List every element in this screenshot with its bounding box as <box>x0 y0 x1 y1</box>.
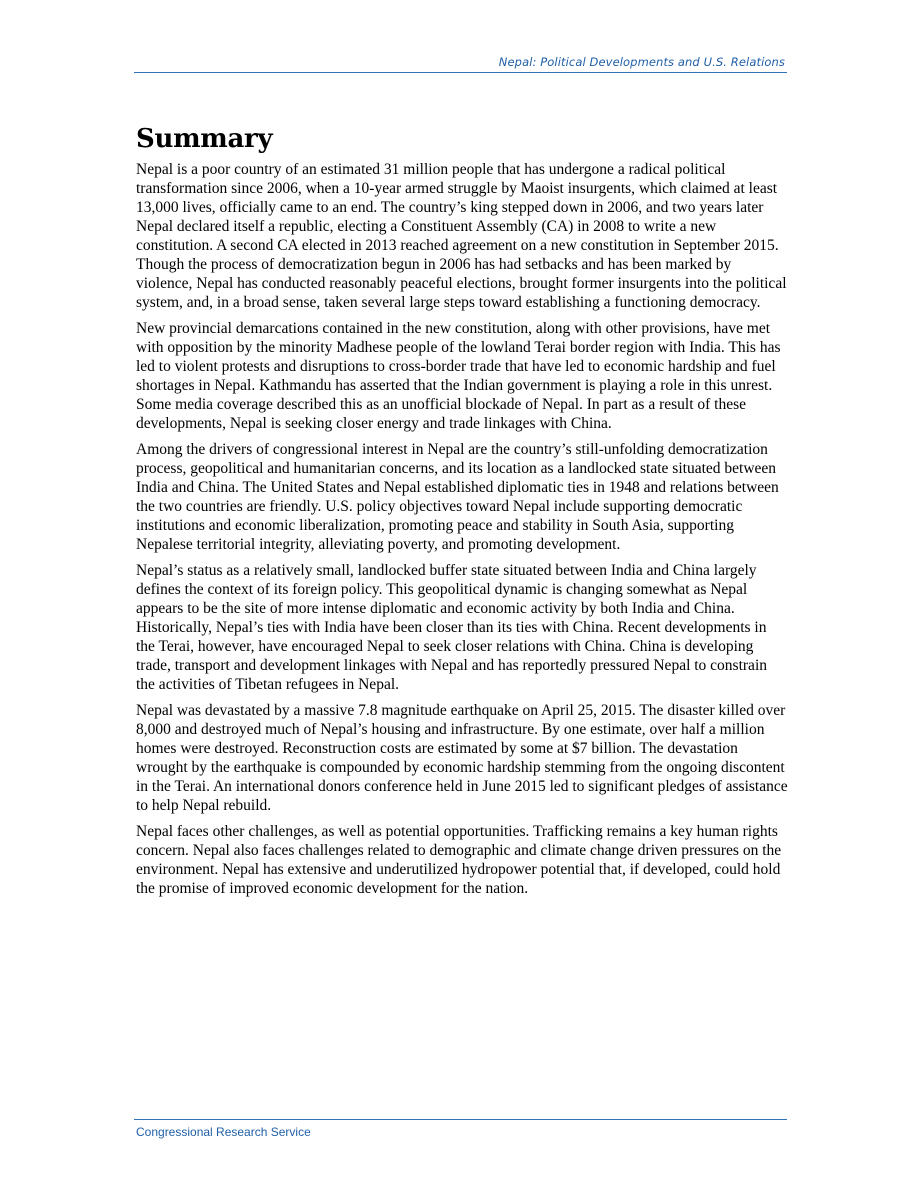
paragraph-5: Nepal was devastated by a massive 7.8 magnitude earthquake on April 25, 2015. The disaster killed over 8,000 and destroyed much of Nepal’s housing and infrastructure. By one estimate, over half a million homes were destroyed. Reconstruction costs are estimated by some at $7 billion. The devastation wrought by the earthquake is compounded by economic hardship stemming from the ongoing discontent in the Terai. An international donors conference held in June 2015 led to significant pledges of assistance to help Nepal rebuild. <box>136 702 788 814</box>
paragraph-3: Among the drivers of congressional interest in Nepal are the country’s still-unfolding democratization process, geopolitical and humanitarian concerns, and its location as a landlocked state situated between India and China. The United States and Nepal established diplomatic ties in 1948 and relations between the two countries are friendly. U.S. policy objectives toward Nepal include supporting democratic institutions and economic liberalization, promoting peace and stability in South Asia, supporting Nepalese territorial integrity, alleviating poverty, and promoting development. <box>136 441 779 553</box>
document-body <box>136 124 788 905</box>
running-footer <box>134 1119 787 1141</box>
paragraph-1: Nepal is a poor country of an estimated 31 million people that has undergone a radical political transformation since 2006, when a 10-year armed struggle by Maoist insurgents, which claimed at least 13,000 lives, officially came to an end. The country’s king stepped down in 2006, and two years later Nepal declared itself a republic, electing a Constituent Assembly (CA) in 2008 to write a new constitution. A second CA elected in 2013 reached agreement on a new constitution in September 2015. Though the process of democratization begun in 2006 has had setbacks and has been marked by violence, Nepal has conducted reasonably peaceful elections, brought former insurgents into the political system, and, in a broad sense, taken several large steps toward establishing a functioning democracy. <box>136 161 787 311</box>
paragraph-4: Nepal’s status as a relatively small, landlocked buffer state situated between India and China largely defines the context of its foreign policy. This geopolitical dynamic is changing somewhat as Nepal appears to be the site of more intense diplomatic and economic activity by both India and China. Historically, Nepal’s ties with India have been closer than its ties with China. Recent developments in the Terai, however, have encouraged Nepal to seek closer relations with China. China is developing trade, transport and development linkages with Nepal and has reportedly pressured Nepal to constrain the activities of Tibetan refugees in Nepal. <box>136 562 767 693</box>
paragraph-6: Nepal faces other challenges, as well as potential opportunities. Trafficking remains a key human rights concern. Nepal also faces challenges related to demographic and climate change driven pressures on the environment. Nepal has extensive and underutilized hydropower potential that, if developed, could hold the promise of improved economic development for the nation. <box>136 823 782 897</box>
footer-organization: Congressional Research Service <box>136 1125 311 1139</box>
running-header-title: Nepal: Political Developments and U.S. Relations <box>498 55 785 69</box>
running-header <box>134 53 787 73</box>
paragraph-2: New provincial demarcations contained in the new constitution, along with other provisions, have met with opposition by the minority Madhese people of the lowland Terai border region with India. This has led to violent protests and disruptions to cross-border trade that have led to economic hardship and fuel shortages in Nepal. Kathmandu has asserted that the Indian government is playing a role in this unrest. Some media coverage described this as an unofficial blockade of Nepal. In part as a result of these developments, Nepal is seeking closer energy and trade linkages with China. <box>136 320 781 432</box>
section-heading: Summary <box>136 124 273 154</box>
